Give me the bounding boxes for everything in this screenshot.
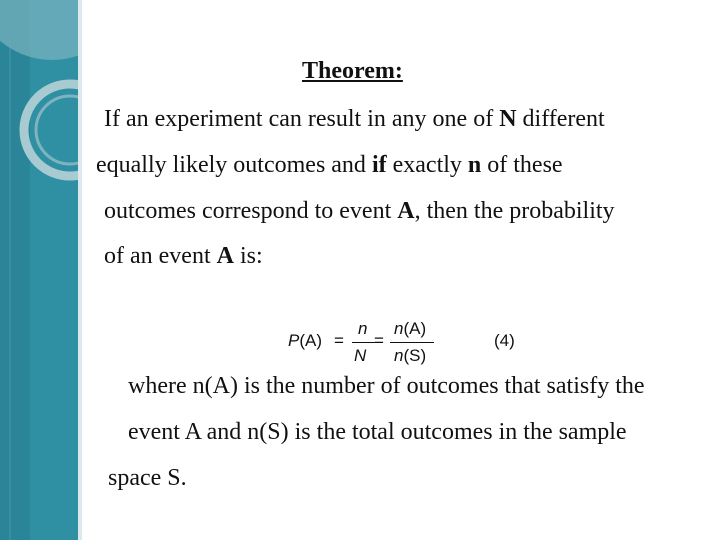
probability-formula	[288, 318, 528, 368]
formula-denominator-1: N	[354, 346, 367, 365]
equation-number: (4)	[494, 331, 515, 350]
fraction-bar-2	[390, 342, 434, 343]
theorem-title: Theorem:	[302, 58, 403, 84]
formula-lhs: P(A)	[288, 331, 323, 350]
formula-denominator-2: n(S)	[394, 346, 427, 365]
text-line-3: outcomes correspond to event A, then the probability	[104, 198, 615, 224]
text-line-7: space S.	[108, 465, 187, 491]
formula-equals-1: =	[334, 331, 344, 350]
sidebar-decoration-icon	[0, 0, 78, 540]
formula-numerator-1: n	[358, 319, 368, 338]
fraction-bar-1	[352, 342, 376, 343]
text-line-2: equally likely outcomes and if exactly n of these	[96, 152, 563, 178]
text-line-1: If an experiment can result in any one of N different	[104, 106, 605, 132]
formula-equals-2: =	[374, 331, 384, 350]
text-line-5: where n(A) is the number of outcomes that satisfy the	[128, 373, 645, 399]
formula-numerator-2: n(A)	[394, 319, 427, 338]
text-line-4: of an event A is:	[104, 243, 263, 269]
sidebar-edge	[78, 0, 82, 540]
decorative-sidebar	[0, 0, 78, 540]
text-line-6: event A and n(S) is the total outcomes in the sample	[128, 419, 627, 445]
